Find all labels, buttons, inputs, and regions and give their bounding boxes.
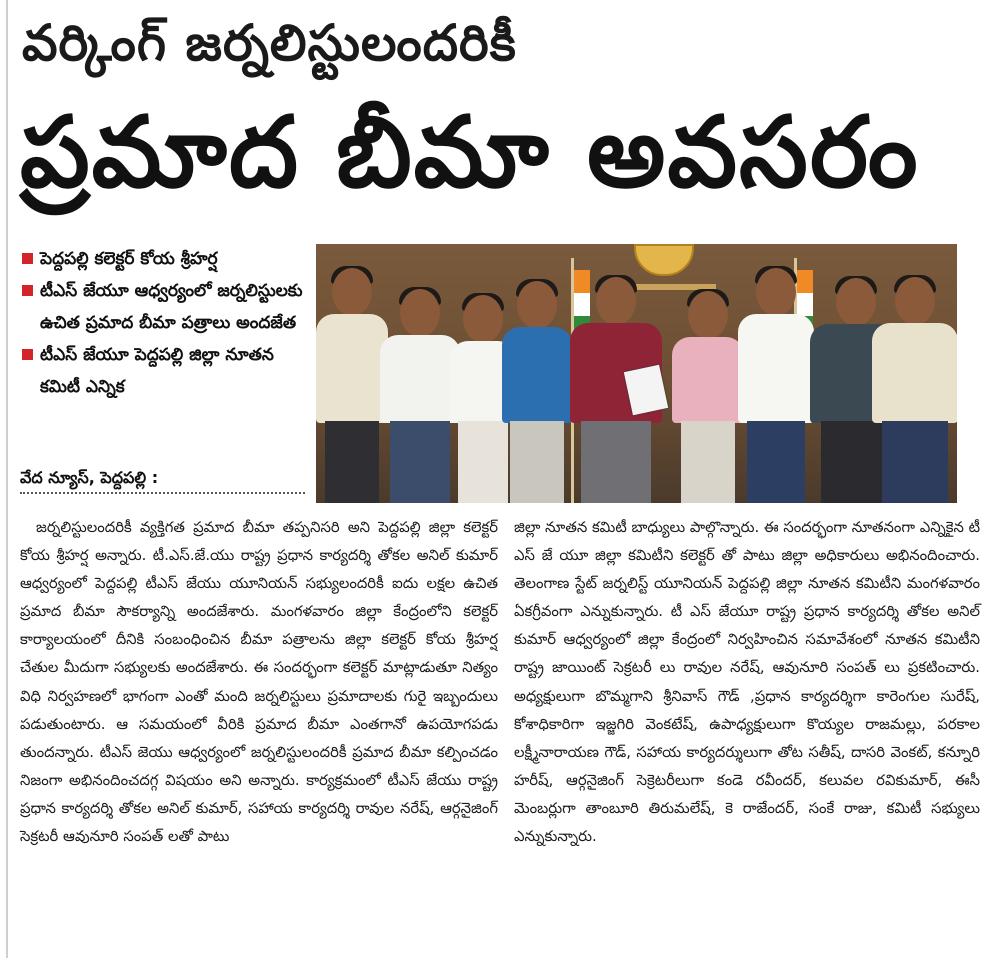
- dateline: వేద న్యూస్, పెద్దపల్లి :: [20, 468, 159, 487]
- person-figure: [380, 289, 460, 503]
- dateline-divider: [20, 492, 305, 494]
- highlights-list: [20, 243, 310, 403]
- headline-kicker: వర్కింగ్ జర్నలిస్టులందరికీ: [22, 14, 517, 72]
- highlight-item: [20, 243, 310, 275]
- highlight-text: పెద్దపల్లి కలెక్టర్ కోయ శ్రీహర్ష: [40, 249, 218, 269]
- article-column-1: జర్నలిస్టులందరికీ వ్యక్తిగత ప్రమాద బీమా తప్పనిసరి అని పెద్దపల్లి జిల్లా కలెక్టర్ కోయ శ్రీహర్ష అన్నారు. టీ.ఎస్.జే.యు రాష్ట్ర ప్రధాన కార్యదర్శి తోకల అనిల్ కుమార్ ఆధ్వర్యంలో పెద్దపల్లి టీఎస్ జేయు యూనియన్ సభ్యులందరికీ ఐదు లక్షల ఉచిత ప్రమాద బీమా సౌకర్యాన్ని అందజేశారు. మంగళవారం జిల్లా కేంద్రంలోని కలెక్టర్ కార్యాలయంలో దీనికి సంబంధించిన బీమా పత్రాలను జిల్లా కలెక్టర్ కోయ శ్రీహర్ష చేతుల మీదుగా సభ్యులకు అందజేశారు. ఈ సందర్భంగా కలెక్టర్ మాట్లాడుతూ నిత్యం విధి నిర్వహణలో భాగంగా ఎంతో మంది జర్నలిస్టులు ప్రమాదాలకు గురై ఇబ్బందులు పడుతుంటారు. ఆ సమయంలో వీరికి ప్రమాద బీమా ఎంతగానో ఉపయోగపడు తుందన్నారు. టీఎస్ జెయు ఆధ్వర్యంలో జర్నలిస్టులందరికీ ప్రమాద బీమా కల్పించడం నిజంగా అభినందించదగ్గ విషయం అని అన్నారు. కార్యక్రమంలో టీఎస్ జేయు రాష్ట్ర ప్రధాన కార్యదర్శి తోకల అనిల్ కుమార్, సహాయ కార్యదర్శి రావుల నరేష్, ఆర్గనైజింగ్ సెక్రటరీ ఆవునూరి సంపత్ లతో పాటు: [20, 519, 498, 846]
- bullet-square-icon: [22, 349, 33, 360]
- person-figure: [502, 281, 572, 503]
- person-figure: [738, 268, 814, 503]
- person-figure: [672, 291, 744, 503]
- bullet-square-icon: [22, 253, 33, 264]
- highlight-item: [20, 339, 310, 403]
- bullet-square-icon: [22, 285, 33, 296]
- state-emblem-icon: [634, 244, 694, 276]
- highlight-item: [20, 275, 310, 339]
- article-column-2: జిల్లా నూతన కమిటీ బాధ్యులు పాల్గొన్నారు. ఈ సందర్భంగా నూతనంగా ఎన్నికైన టీ ఎస్ జే యూ జిల్లా కమిటీని కలెక్టర్ తో పాటు జిల్లా అధికారులు అభినందించారు. తెలంగాణ స్టేట్ జర్నలిస్ట్ యూనియన్ పెద్దపల్లి జిల్లా నూతన కమిటీని మంగళవారం ఏకగ్రీవంగా ఎన్నుకున్నారు. టీ ఎస్ జేయూ రాష్ట్ర ప్రధాన కార్యదర్శి తోకల అనిల్ కుమార్ ఆధ్వర్యంలో జిల్లా కేంద్రంలో నిర్వహించిన సమావేశంలో నూతన కమిటీని రాష్ట్ర జాయింట్ సెక్రటరీ లు రావుల నరేష్, ఆవునూరి సంపత్ లు ప్రకటించారు. అధ్యక్షులుగా బొమ్మగాని శ్రీనివాస్ గౌడ్ ,ప్రధాన కార్యదర్శిగా కారెంగుల సురేష్, కోశాధికారిగా ఇజ్జగిరి వెంకటేష్, ఉపాధ్యక్షులుగా కొయ్యల రాజమల్లు, పరకాల లక్ష్మీనారాయణ గౌడ్, సహాయ కార్యదర్శులుగా తోట సతీష్, దాసరి వెంకట్, కన్నూరి హరీష్, ఆర్గనైజింగ్ సెక్రెటరీలుగా కండె రవీందర్, కలువల రవికుమార్, ఈసీ మెంబర్లుగా తాంబూరి తిరుమలేష్, కె రాజేందర్, సంకే రాజు, కమిటీ సభ్యులు ఎన్నుకున్నారు.: [514, 519, 980, 846]
- highlight-text: టీఎస్ జేయూ ఆధ్వర్యంలో జర్నలిస్టులకు ఉచిత ప్రమాద బీమా పత్రాలు అందజేత: [40, 281, 303, 333]
- news-photo: [316, 244, 957, 503]
- person-figure: [872, 277, 957, 503]
- headline-main: ప్రమాద బీమా అవసరం: [20, 96, 920, 210]
- person-figure: [316, 268, 388, 503]
- highlight-text: టీఎస్ జేయూ పెద్దపల్లి జిల్లా నూతన కమిటీ ఎన్నిక: [40, 345, 274, 397]
- page-edge-rule: [6, 0, 8, 958]
